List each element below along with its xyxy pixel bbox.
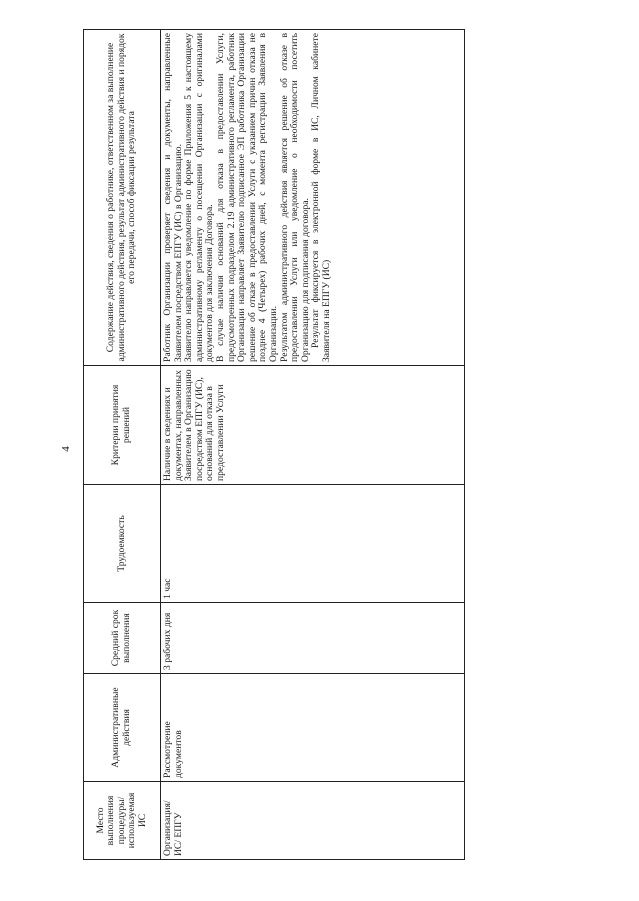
content-paragraph: Работник Организации проверяет сведения и документы, направленные Заявителем посредством ЕПГУ (ИС) в Организацию. (162, 33, 184, 362)
cell-term (161, 603, 465, 674)
header-place: Место выполнения процедуры/ используемая ИС (84, 782, 161, 860)
cell-term-text: 3 рабочих дня (162, 612, 173, 670)
procedure-table (83, 29, 465, 860)
cell-labor: 1 час (161, 485, 465, 603)
table-row (161, 30, 465, 860)
header-term: Средний срок выполнения (84, 603, 161, 674)
cell-action: Рассмотрение документов (161, 674, 465, 782)
content-paragraph: Заявителю направляется уведомление по форме Приложения 5 к настоящему административному регламенту о посещении Организации с оригиналами документов для заключения Договора. (183, 33, 216, 362)
content-paragraph: Результатом административного действия является решение об отказе в предоставлении Услуги или уведомление о необходимости посетить Организацию для подписания договора. (278, 33, 311, 362)
header-action: Административные действия (84, 674, 161, 782)
header-labor: Трудоемкость (84, 485, 161, 603)
table-header-row (84, 30, 161, 860)
content-paragraph: В случае наличия оснований для отказа в предоставлении Услуги, предусмотренных подразделом 2.19 административного регламента, работник Организации направляет Заявителю подписанное ЭП работника Организации решение об отказе в предоставлении Услуги с указанием причин отказа не позднее 4 (Четырех) рабочих дней, с момента регистрации Заявления в Организации. (214, 33, 279, 362)
cell-criteria: Наличие в сведениях и документах, направленных Заявителем в Организацию посредством ЕПГУ (ИС), оснований для отказа в предоставлении Услуги (161, 366, 465, 485)
cell-place: Организация/ИС/ ЕПГУ (161, 782, 465, 860)
content-paragraph: Результат фиксируется в электронной форме в ИС, Личном кабинете Заявителя на ЕПГУ (ИС) (310, 33, 332, 362)
header-content: Содержание действия, сведения о работнике, ответственном за выполнение административного действия, результат административного действия и порядок его передачи, способ фиксации результата (84, 30, 161, 366)
rotated-table-container (83, 30, 465, 860)
cell-content (161, 30, 465, 366)
header-criteria: Критерии принятия решений (84, 366, 161, 485)
page-number: 4 (60, 446, 72, 452)
